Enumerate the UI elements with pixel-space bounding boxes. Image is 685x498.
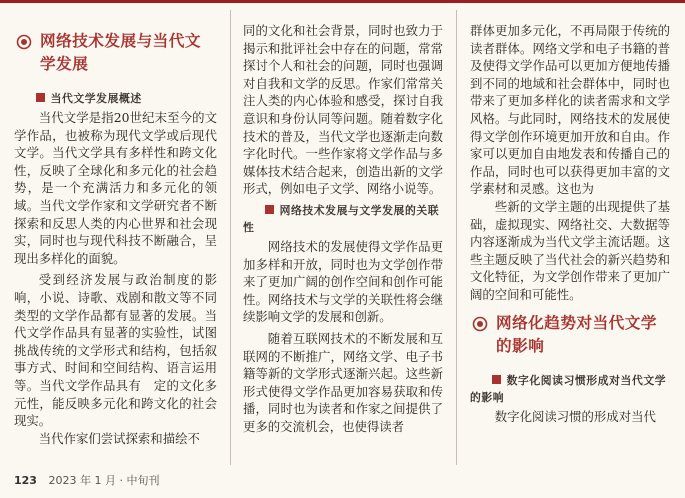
subsection-heading-text: 网络技术发展与文学发展的关联性: [243, 203, 440, 234]
square-bullet-icon: [265, 205, 274, 214]
subsection-heading-text: 数字化阅读习惯形成对当代文学的影响: [470, 373, 667, 404]
subsection-heading: [14, 90, 217, 107]
subsection-heading-text: 当代文学发展概述: [50, 92, 142, 105]
paragraph: 当代文学是指20世纪末至今的文学作品，也被称为现代文学或后现代文学。当代文学具有多样性和跨文化性，反映了全球化和多元化的社会趋势，是一个充满活力和多元化的领域。当代文学作家和文学研究者不断探索和反思人类的内心世界和社会现实，同时也与现代科技不断融合，呈现出多样化的面貌。: [14, 110, 217, 266]
column-divider: [230, 10, 231, 465]
top-rule: [0, 0, 685, 3]
square-bullet-icon: [492, 375, 501, 384]
paragraph: 受到经济发展与政治制度的影响，小说、诗歌、戏剧和散文等不同类型的文学作品都有显著的发展。当代文学作品具有显著的实验性，试图挑战传统的文学形式和结构，包括叙事方式、时间和空间结构、语言运用等。当代文学作品具有 定的文化多元性，能反映多元化和跨文化的社会现实。: [14, 272, 217, 429]
column-divider: [456, 10, 457, 465]
column-2: [243, 22, 443, 435]
column-3: [470, 22, 670, 425]
paragraph: 群体更加多元化，不再局限于传统的读者群体。网络文学和电子书籍的普及使得文学作品可以更加方便地传播到不同的地域和社会群体中，同时也带来了更加多样化的读者需求和文学风格。与此同时，网络技术的发展使得文学创作环境更加开放和自由。作家可以更加自由地发表和传播自己的作品，同时也可以获得更加丰富的文学素材和灵感。这也为: [470, 23, 670, 197]
square-bullet-icon: [36, 93, 45, 102]
section-heading-text: 网络化趋势对当代文学的影响: [496, 313, 657, 355]
paragraph: 随着互联网技术的不断发展和互联网的不断推广，网络文学、电子书籍等新的文学形式逐渐兴起。这些新形式使得文学作品更加容易获取和传播，同时也为读者和作家之间提供了更多的交流机会，也使得读者: [243, 330, 443, 434]
subsection-heading: [243, 202, 443, 236]
circle-dot-icon: [472, 316, 488, 332]
paragraph: 网络技术的发展使得文学作品更加多样和开放，同时也为文学创作带来了更加广阔的创作空间和创作可能性。网络技术与文学的关联性将会继续影响文学的发展和创新。: [243, 238, 443, 325]
section-heading: [470, 312, 670, 358]
issue-label: 2023 年 1 月 · 中旬刊: [48, 474, 160, 487]
column-1: [14, 22, 217, 447]
page-footer: [14, 472, 159, 488]
section-heading: [14, 30, 217, 76]
paragraph: 当代作家们尝试探索和描绘不: [38, 430, 200, 446]
circle-dot-icon: [16, 34, 32, 50]
paragraph: 些新的文学主题的出现提供了基础，虚拟现实、网络社交、大数据等内容逐渐成为当代文学主流话题。这些主题反映了当代社会的新兴趋势和文化特征，为文学创作带来了更加广阔的空间和可能性。: [470, 198, 670, 302]
subsection-heading: [470, 372, 670, 406]
paragraph: 数字化阅读习惯的形成对当代: [494, 408, 656, 424]
section-heading-text: 网络技术发展与当代文学发展: [40, 32, 201, 73]
page-number: 123: [14, 474, 37, 487]
paragraph: 同的文化和社会背景，同时也致力于揭示和批评社会中存在的问题，常常探讨个人和社会的问题，同时也强调对自我和文学的反思。作家们常常关注人类的内心体验和感受，探讨自我意识和身份认同等问题。随着数字化技术的普及，当代文学也逐渐走向数字化时代。一些作家将文学作品与多媒体技术结合起来，创造出新的文学形式，例如电子文学、网络小说等。: [243, 23, 443, 197]
